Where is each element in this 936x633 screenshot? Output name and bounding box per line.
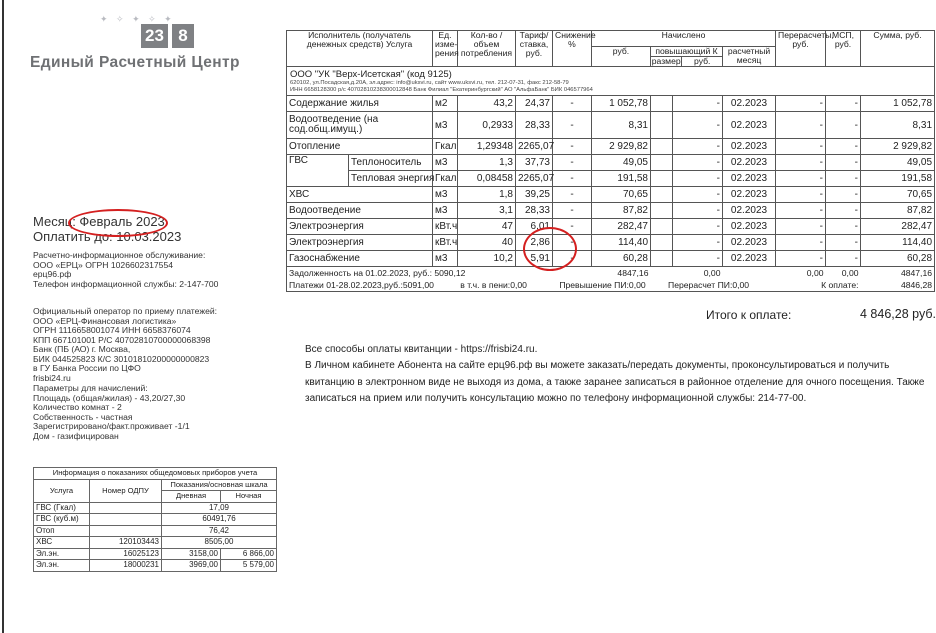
odpu-service: Отоп xyxy=(34,525,90,537)
col-executor: Исполнитель (получатель денежных средств) Услуга xyxy=(287,31,433,67)
coef-rub-cell: - xyxy=(673,251,723,267)
table-row xyxy=(287,139,935,155)
header-row-1 xyxy=(287,31,935,47)
recalc-cell: - xyxy=(776,139,826,155)
volume-cell: 40 xyxy=(458,235,516,251)
accrued-cell: 60,28 xyxy=(592,251,651,267)
payments-cell xyxy=(287,279,861,292)
reduction-cell: - xyxy=(553,187,592,203)
col-unit: Ед. изме-рения xyxy=(433,31,458,67)
org-name: ООО "УК "Верх-Исетская" (код 9125) xyxy=(290,69,452,80)
col-accrued: Начислено xyxy=(592,31,776,47)
org-bank: ИНН 6658128300 р/с 40702810238300012848 Банк Филиал "Екатеринбургский" АО "АльфаБанк" БИК 046577964 xyxy=(290,86,593,93)
period-cell: 02.2023 xyxy=(723,187,776,203)
odpu-col-number: Номер ОДПУ xyxy=(90,479,162,502)
total-recalc: 0,00 xyxy=(806,268,824,279)
charges-rows xyxy=(287,96,935,267)
sum-cell: 191,58 xyxy=(861,171,935,187)
params-line: Площадь (общая/жилая) - 43,20/27,30 xyxy=(33,392,186,403)
unit-cell: Гкал xyxy=(433,139,458,155)
accrued-cell: 114,40 xyxy=(592,235,651,251)
total-sum: 4847,16 xyxy=(861,267,935,280)
odpu-number xyxy=(90,514,162,526)
operator-line: ОГРН 1116658001074 ИНН 6658376074 xyxy=(33,325,191,335)
tariff-cell: 28,33 xyxy=(516,203,553,219)
volume-cell: 10,2 xyxy=(458,251,516,267)
odpu-reading: 8505,00 xyxy=(162,537,277,549)
table-row xyxy=(287,96,935,112)
coef-rub-cell: - xyxy=(673,139,723,155)
odpu-night: 5 579,00 xyxy=(221,560,277,572)
unit-cell: м2 xyxy=(433,96,458,112)
volume-cell: 0,08458 xyxy=(458,171,516,187)
info-line-4: записаться на прием или получить консультацию можно по телефону информационной службы: 214-77-00. xyxy=(305,393,807,404)
odpu-row xyxy=(34,537,277,549)
service-line: ООО «ЕРЦ» ОГРН 1026602317554 xyxy=(33,259,174,270)
sum-cell: 49,05 xyxy=(861,155,935,171)
service-line: ерц96.рф xyxy=(33,269,72,279)
odpu-title: Информация о показаниях общедомовых приборов учета xyxy=(34,468,277,480)
odpu-night: 6 866,00 xyxy=(221,548,277,560)
volume-cell: 1,29348 xyxy=(458,139,516,155)
total-coef: 0,00 xyxy=(703,268,721,279)
col-period: расчетный месяц xyxy=(723,47,776,67)
org-details: 620102, ул.Посадская,д.20А, эл.адрес: info@uksvi.ru, сайт www.uksvi.ru, тел. 212-07-31, факс 212-58-79 xyxy=(290,80,569,86)
tariff-cell: 6,01 xyxy=(516,219,553,235)
odpu-day: 3158,00 xyxy=(162,548,221,560)
recalc-cell: - xyxy=(776,155,826,171)
msp-cell: - xyxy=(826,235,861,251)
unit-cell: м3 xyxy=(433,203,458,219)
service-name: Водоотведение (на сод.общ.имущ.) xyxy=(287,112,433,139)
reduction-cell: - xyxy=(553,203,592,219)
col-recalc: Перерасчеты, руб. xyxy=(776,31,826,67)
to-pay-label: К оплате: xyxy=(821,280,859,291)
col-coef xyxy=(651,47,723,67)
msp-cell: - xyxy=(826,171,861,187)
service-name: Содержание жилья xyxy=(287,96,433,112)
col-reduction: Снижение % xyxy=(553,31,592,67)
service-name: Газоснабжение xyxy=(287,251,433,267)
service-name: Электроэнергия xyxy=(287,219,433,235)
odpu-title-row xyxy=(34,468,277,480)
odpu-number: 18000231 xyxy=(90,560,162,572)
service-info xyxy=(33,251,218,289)
table-row xyxy=(287,251,935,267)
coef-size-cell xyxy=(651,96,673,112)
org-info-cell xyxy=(287,67,935,96)
to-pay-value: 4846,28 xyxy=(861,279,935,292)
logo-stars-decoration: ✦ ✧ ✦ ✧ ✦ xyxy=(100,14,175,24)
reduction-cell: - xyxy=(553,112,592,139)
table-row xyxy=(287,171,935,187)
operator-info xyxy=(33,307,217,383)
accrued-cell: 8,31 xyxy=(592,112,651,139)
sum-cell: 114,40 xyxy=(861,235,935,251)
reduction-cell: - xyxy=(553,219,592,235)
table-row xyxy=(287,187,935,203)
odpu-service: Эл.эн. xyxy=(34,560,90,572)
coef-rub-cell: - xyxy=(673,112,723,139)
coef-rub-cell: - xyxy=(673,171,723,187)
operator-line: Официальный оператор по приему платежей: xyxy=(33,306,218,316)
debt-cell: Задолженность на 01.02.2023, руб.: 5090,12 xyxy=(287,267,592,280)
period-cell: 02.2023 xyxy=(723,219,776,235)
volume-cell: 0,2933 xyxy=(458,112,516,139)
params-info xyxy=(33,384,190,441)
params-line: Количество комнат - 2 xyxy=(33,402,122,412)
tariff-cell: 2265,07 xyxy=(516,139,553,155)
odpu-number xyxy=(90,502,162,514)
odpu-service: ХВС xyxy=(34,537,90,549)
params-line: Параметры для начислений: xyxy=(33,383,148,393)
pay-until-date: Оплатить до: 10.03.2023 xyxy=(33,229,182,244)
sum-cell: 70,65 xyxy=(861,187,935,203)
operator-line: КПП 667101001 Р/С 40702810700000068398 xyxy=(33,334,211,345)
period-cell: 02.2023 xyxy=(723,96,776,112)
coef-size-cell xyxy=(651,155,673,171)
recalc-cell: - xyxy=(776,187,826,203)
tariff-cell: 5,91 xyxy=(516,251,553,267)
odpu-service: ГВС (куб.м) xyxy=(34,514,90,526)
sum-cell: 282,47 xyxy=(861,219,935,235)
odpu-reading: 17,09 xyxy=(162,502,277,514)
total-label: Итого к оплате: xyxy=(706,308,792,322)
period-cell: 02.2023 xyxy=(723,251,776,267)
msp-cell: - xyxy=(826,112,861,139)
period-cell: 02.2023 xyxy=(723,139,776,155)
logo-box-left xyxy=(141,24,168,48)
tariff-cell: 28,33 xyxy=(516,112,553,139)
period-cell: 02.2023 xyxy=(723,203,776,219)
tariff-cell: 2265,07 xyxy=(516,171,553,187)
footer-row-2 xyxy=(287,279,935,292)
unit-cell: кВт.ч xyxy=(433,219,458,235)
unit-cell: кВт.ч xyxy=(433,235,458,251)
page-edge-line xyxy=(2,0,4,633)
volume-cell: 47 xyxy=(458,219,516,235)
penalty-text: в т.ч. в пени:0,00 xyxy=(460,280,527,291)
info-line-3: квитанцию в электронном виде не выходя из дома, а также заранее записаться в районное отделение для очного посещения. Также xyxy=(305,377,925,388)
sum-cell: 8,31 xyxy=(861,112,935,139)
msp-cell: - xyxy=(826,96,861,112)
odpu-rows xyxy=(34,502,277,571)
tariff-cell: 39,25 xyxy=(516,187,553,203)
params-line: Зарегистрировано/факт.проживает -1/1 xyxy=(33,421,190,431)
msp-cell: - xyxy=(826,187,861,203)
coef-rub-cell: - xyxy=(673,187,723,203)
footer-row-1 xyxy=(287,267,935,280)
operator-line: в ГУ Банка России по ЦФО xyxy=(33,363,141,373)
service-name: ХВС xyxy=(287,187,433,203)
operator-line: ООО «ЕРЦ-Финансовая логистика» xyxy=(33,315,177,326)
reduction-cell: - xyxy=(553,96,592,112)
unit-cell: м3 xyxy=(433,155,458,171)
msp-cell: - xyxy=(826,251,861,267)
coef-size-cell xyxy=(651,171,673,187)
odpu-row xyxy=(34,560,277,572)
company-logo-text: Единый Расчетный Центр xyxy=(30,54,240,71)
params-line: Дом - газифицирован xyxy=(33,430,119,441)
recalc-cell: - xyxy=(776,96,826,112)
msp-cell: - xyxy=(826,139,861,155)
period-cell: 02.2023 xyxy=(723,235,776,251)
total-accrued: 4847,16 xyxy=(617,268,649,279)
unit-cell: м3 xyxy=(433,251,458,267)
col-volume: Кол-во / объем потребления xyxy=(458,31,516,67)
coef-size-cell xyxy=(651,219,673,235)
month-highlight-circle xyxy=(68,209,168,237)
odpu-row xyxy=(34,502,277,514)
tariff-cell: 2,86 xyxy=(516,235,553,251)
reduction-cell: - xyxy=(553,171,592,187)
unit-cell: м3 xyxy=(433,187,458,203)
coef-rub-cell: - xyxy=(673,155,723,171)
accrued-cell: 191,58 xyxy=(592,171,651,187)
recalc-cell: - xyxy=(776,203,826,219)
recalc-cell: - xyxy=(776,251,826,267)
odpu-col-readings: Показания/основная шкала xyxy=(162,479,277,491)
col-sum: Сумма, руб. xyxy=(861,31,935,67)
service-name: Теплоноситель xyxy=(349,155,433,171)
coef-size-cell xyxy=(651,251,673,267)
col-coef-sub xyxy=(651,57,722,66)
odpu-header-row xyxy=(34,479,277,491)
odpu-col-night: Ночная xyxy=(221,491,277,503)
total-msp: 0,00 xyxy=(841,268,859,279)
gvs-group-cell: ГВС xyxy=(287,155,349,187)
col-coef-size: размер xyxy=(651,56,681,66)
col-coef-title: повышающий К xyxy=(651,47,722,57)
sum-cell: 1 052,78 xyxy=(861,96,935,112)
col-accrued-rub: руб. xyxy=(592,47,651,67)
logo-box-right-text: 8 xyxy=(178,26,188,45)
period-cell: 02.2023 xyxy=(723,155,776,171)
logo-box-left-text: 23 xyxy=(145,26,164,45)
msp-cell: - xyxy=(826,155,861,171)
logo-box-right xyxy=(172,24,194,48)
odpu-row xyxy=(34,514,277,526)
odpu-reading: 76,42 xyxy=(162,525,277,537)
coef-size-cell xyxy=(651,235,673,251)
info-line-2: В Личном кабинете Абонента на сайте ерц96.рф вы можете заказать/передать документы, проконсультироваться и получить xyxy=(305,360,890,371)
reduction-cell: - xyxy=(553,235,592,251)
payments-text: Платежи 01-28.02.2023,руб.:5091,00 xyxy=(289,280,434,291)
col-tariff: Тариф/ ставка, руб. xyxy=(516,31,553,67)
odpu-reading: 60491,76 xyxy=(162,514,277,526)
total-value: 4 846,28 руб. xyxy=(860,307,936,321)
table-row xyxy=(287,235,935,251)
service-line: Расчетно-информационное обслуживание: xyxy=(33,250,206,260)
recalc-cell: - xyxy=(776,112,826,139)
tariff-cell: 24,37 xyxy=(516,96,553,112)
accrued-cell: 2 929,82 xyxy=(592,139,651,155)
operator-line: frisbi24.ru xyxy=(33,372,71,383)
service-name: Тепловая энергия xyxy=(349,171,433,187)
coef-rub-cell: - xyxy=(673,235,723,251)
recalc-cell: - xyxy=(776,235,826,251)
accrued-cell: 70,65 xyxy=(592,187,651,203)
operator-line: БИК 044525823 К/С 30101810200000000823 xyxy=(33,353,210,364)
odpu-col-service: Услуга xyxy=(34,479,90,502)
odpu-service: Эл.эн. xyxy=(34,548,90,560)
tariff-cell: 37,73 xyxy=(516,155,553,171)
odpu-row xyxy=(34,525,277,537)
table-row xyxy=(287,155,935,171)
volume-cell: 1,8 xyxy=(458,187,516,203)
period-cell: 02.2023 xyxy=(723,171,776,187)
operator-line: Банк (ПБ (АО) г. Москва, xyxy=(33,344,131,354)
coef-rub-cell: - xyxy=(673,203,723,219)
odpu-day: 3969,00 xyxy=(162,560,221,572)
table-row xyxy=(287,219,935,235)
odpu-service: ГВС (Гкал) xyxy=(34,502,90,514)
col-coef-rub: руб. xyxy=(694,56,711,66)
volume-cell: 43,2 xyxy=(458,96,516,112)
org-row xyxy=(287,67,935,96)
unit-cell: м3 xyxy=(433,112,458,139)
coef-size-cell xyxy=(651,187,673,203)
sum-cell: 87,82 xyxy=(861,203,935,219)
recalc-cell: - xyxy=(776,219,826,235)
odpu-number: 120103443 xyxy=(90,537,162,549)
msp-cell: - xyxy=(826,203,861,219)
excess-text: Превышение ПИ:0,00 xyxy=(559,280,646,291)
sum-cell: 2 929,82 xyxy=(861,139,935,155)
period-cell: 02.2023 xyxy=(723,112,776,139)
coef-rub-cell: - xyxy=(673,219,723,235)
service-name: Отопление xyxy=(287,139,433,155)
volume-cell: 1,3 xyxy=(458,155,516,171)
reduction-cell: - xyxy=(553,155,592,171)
service-line: Телефон информационной службы: 2-147-700 xyxy=(33,278,219,289)
msp-cell: - xyxy=(826,219,861,235)
col-msp: МСП, руб. xyxy=(826,31,861,67)
recalc-pi-text: Перерасчет ПИ:0,00 xyxy=(668,280,750,291)
table-row xyxy=(287,203,935,219)
info-line-1: Все способы оплаты квитанции - https://frisbi24.ru. xyxy=(305,344,538,355)
service-name: Электроэнергия xyxy=(287,235,433,251)
billing-month: Месяц: Февраль 2023 xyxy=(33,214,165,229)
accrued-cell: 1 052,78 xyxy=(592,96,651,112)
accrued-cell: 282,47 xyxy=(592,219,651,235)
accrued-cell: 87,82 xyxy=(592,203,651,219)
params-line: Собственность - частная xyxy=(33,411,133,422)
reduction-cell: - xyxy=(553,251,592,267)
odpu-col-day: Дневная xyxy=(162,491,221,503)
odpu-number: 16025123 xyxy=(90,548,162,560)
accrued-cell: 49,05 xyxy=(592,155,651,171)
recalc-cell: - xyxy=(776,171,826,187)
table-row xyxy=(287,112,935,139)
unit-cell: Гкал xyxy=(433,171,458,187)
coef-size-cell xyxy=(651,203,673,219)
reduction-cell: - xyxy=(553,139,592,155)
service-name: Водоотведение xyxy=(287,203,433,219)
tariff-highlight-circle xyxy=(523,227,577,271)
sum-cell: 60,28 xyxy=(861,251,935,267)
odpu-table xyxy=(33,467,277,572)
coef-rub-cell: - xyxy=(673,96,723,112)
volume-cell: 3,1 xyxy=(458,203,516,219)
odpu-number xyxy=(90,525,162,537)
coef-size-cell xyxy=(651,112,673,139)
coef-size-cell xyxy=(651,139,673,155)
charges-table xyxy=(286,30,935,292)
odpu-row xyxy=(34,548,277,560)
